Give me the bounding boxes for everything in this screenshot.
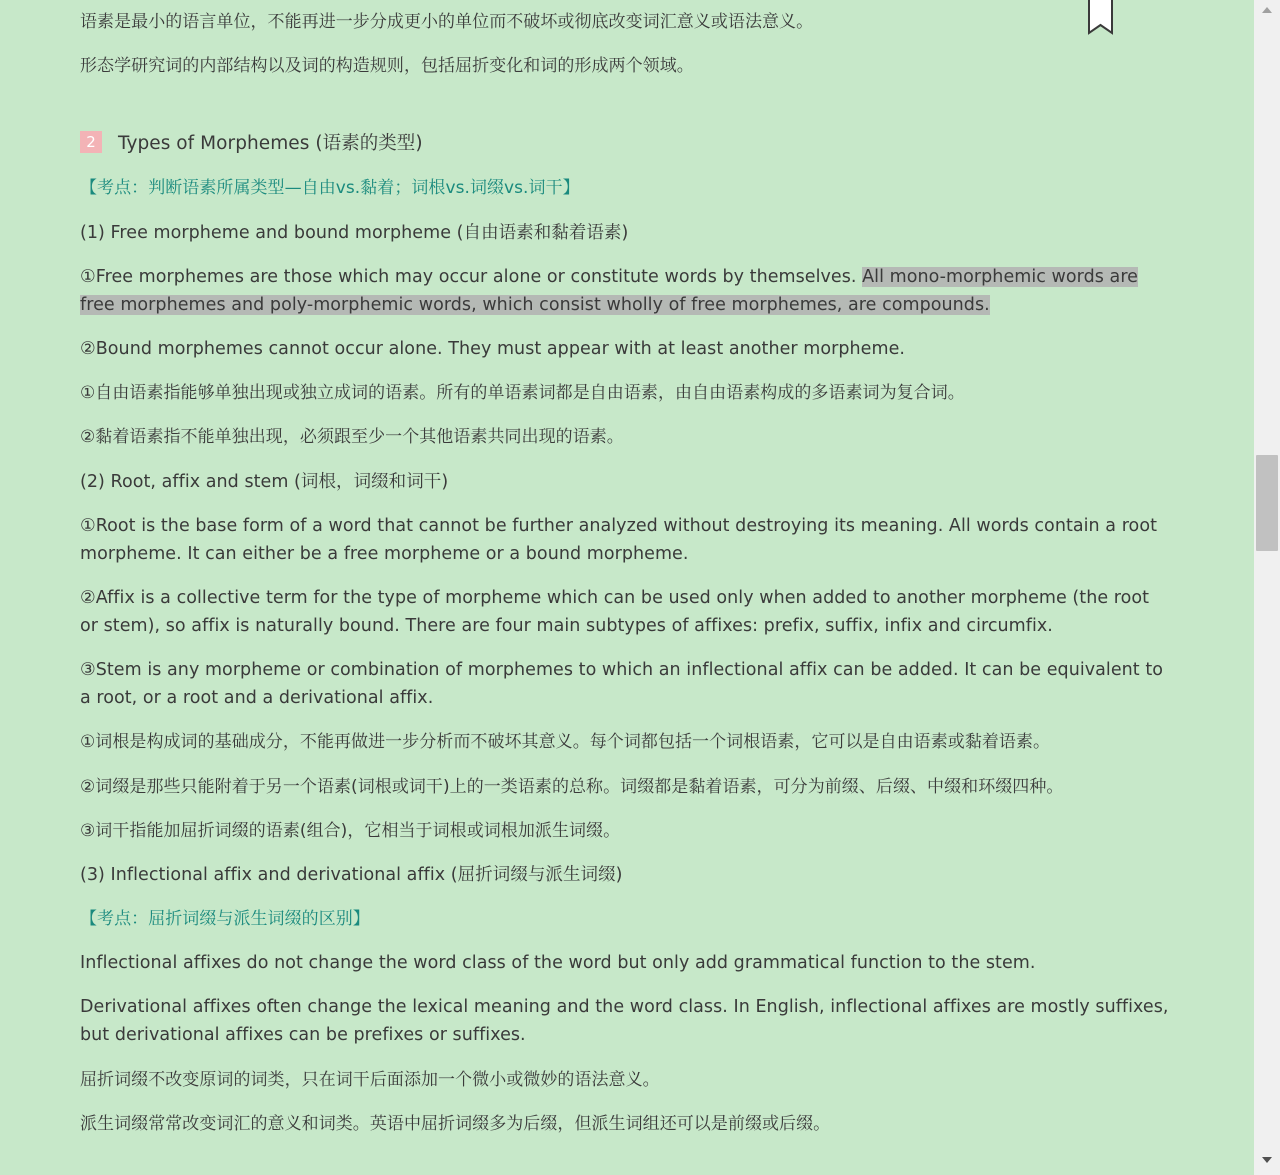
- vertical-scrollbar[interactable]: [1254, 0, 1280, 1175]
- free-morpheme-cn: ①自由语素指能够单独出现或独立成词的语素。所有的单语素词都是自由语素，由自由语素构成的多语素词为复合词。: [80, 383, 965, 403]
- bound-morpheme-en: ②Bound morphemes cannot occur alone. They must appear with at least another morpheme.: [80, 339, 906, 359]
- root-cn: ①词根是构成词的基础成分，不能再做进一步分析而不破坏其意义。每个词都包括一个词根语素，它可以是自由语素或黏着语素。: [80, 732, 1051, 752]
- inflectional-affix-en: Inflectional affixes do not change the word class of the word but only add grammatical function to the stem.: [80, 953, 1036, 973]
- scrollbar-thumb[interactable]: [1256, 455, 1278, 551]
- highlighted-text[interactable]: All mono-morphemic words are free morphemes and poly-morphemic words, which consist wholly of free morphemes, are compounds.: [80, 267, 1138, 315]
- subsection-1-heading: (1) Free morpheme and bound morpheme (自由语素和黏着语素): [80, 223, 629, 243]
- scroll-down-arrow-icon[interactable]: [1262, 1157, 1272, 1163]
- affix-cn: ②词缀是那些只能附着于另一个语素(词根或词干)上的一类语素的总称。词缀都是黏着语素，可分为前缀、后缀、中缀和环缀四种。: [80, 777, 1064, 797]
- scroll-up-arrow-icon[interactable]: [1262, 7, 1272, 13]
- stem-en: ③Stem is any morpheme or combination of morphemes to which an inflectional affix can be added. It can be equivalent to a root, or a root and a derivational affix.: [80, 660, 1163, 708]
- bound-morpheme-cn: ②黏着语素指不能单独出现，必须跟至少一个其他语素共同出现的语素。: [80, 427, 624, 447]
- free-morpheme-en: [80, 263, 1170, 319]
- section-heading: [80, 130, 1170, 158]
- bookmark-icon[interactable]: [1087, 0, 1114, 36]
- subsection-3-heading: (3) Inflectional affix and derivational affix (屈折词缀与派生词缀): [80, 865, 623, 885]
- inflectional-affix-cn: 屈折词缀不改变原词的词类，只在词干后面添加一个微小或微妙的语法意义。: [80, 1070, 660, 1090]
- root-en: ①Root is the base form of a word that cannot be further analyzed without destroying its meaning. All words contain a root morpheme. It can either be a free morpheme or a bound morpheme.: [80, 516, 1157, 564]
- stem-cn: ③词干指能加屈折词缀的语素(组合)，它相当于词根或词根加派生词缀。: [80, 821, 621, 841]
- paragraph-morpheme-definition-cn: 语素是最小的语言单位，不能再进一步分成更小的单位而不破坏或彻底改变词汇意义或语法意义。: [80, 12, 814, 32]
- section-number-badge: 2: [80, 131, 102, 153]
- paragraph-morphology-definition-cn: 形态学研究词的内部结构以及词的构造规则，包括屈折变化和词的形成两个领域。: [80, 56, 694, 76]
- exam-point-2: 【考点：屈折词缀与派生词缀的区别】: [80, 909, 370, 929]
- derivational-affix-cn: 派生词缀常常改变词汇的意义和词类。英语中屈折词缀多为后缀，但派生词组还可以是前缀或后缀。: [80, 1114, 831, 1134]
- subsection-2-heading: (2) Root, affix and stem (词根，词缀和词干): [80, 472, 449, 492]
- section-title: Types of Morphemes (语素的类型): [118, 133, 423, 154]
- exam-point-1: 【考点：判断语素所属类型—自由vs.黏着；词根vs.词缀vs.词干】: [80, 178, 580, 198]
- free-morpheme-en-plain: ①Free morphemes are those which may occur alone or constitute words by themselves.: [80, 267, 863, 287]
- derivational-affix-en: Derivational affixes often change the lexical meaning and the word class. In English, inflectional affixes are mostly suffixes, but derivational affixes can be prefixes or suffixes.: [80, 997, 1169, 1045]
- affix-en: ②Affix is a collective term for the type of morpheme which can be used only when added to another morpheme (the root or stem), so affix is naturally bound. There are four main subtypes of affixes: prefix, suffix, infix and circumfix.: [80, 588, 1150, 636]
